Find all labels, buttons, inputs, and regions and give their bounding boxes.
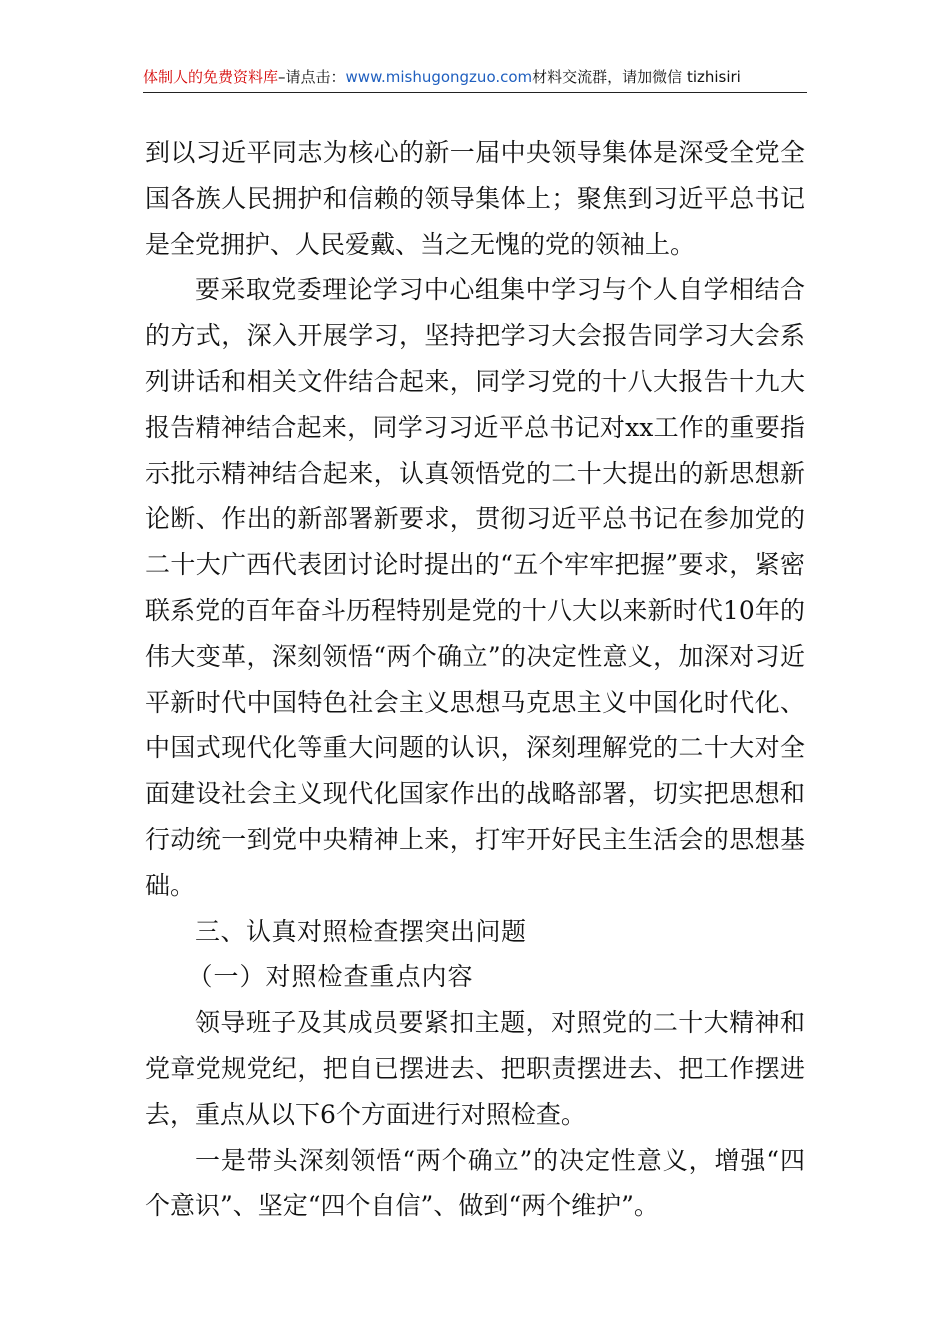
document-body: [145, 130, 805, 1229]
paragraph-item-one: 一是带头深刻领悟“两个确立”的决定性意义，增强“四个意识”、坚定“四个自信”、做到“两个维护”。: [145, 1145, 805, 1221]
paragraph-continuation: 到以习近平同志为核心的新一届中央领导集体是深受全党全国各族人民拥护和信赖的领导集体上；聚焦到习近平总书记是全党拥护、人民爱戴、当之无愧的党的领袖上。: [145, 138, 805, 259]
paragraph-review-scope: 领导班子及其成员要紧扣主题，对照党的二十大精神和党章党规党纪，把自已摆进去、把职责摆进去、把工作摆进去，重点从以下6个方面进行对照检查。: [145, 1008, 805, 1129]
header-link[interactable]: www.mishugongzuo.com: [345, 68, 533, 86]
header-brand: 体制人的免费资料库: [143, 68, 279, 86]
page-header: [143, 66, 807, 88]
section-heading: 三、认真对照检查摆突出问题: [195, 916, 527, 946]
header-divider: [143, 92, 807, 93]
paragraph-study-method: 要采取党委理论学习中心组集中学习与个人自学相结合的方式，深入开展学习，坚持把学习大会报告同学习大会系列讲话和相关文件结合起来，同学习党的十八大报告十九大报告精神结合起来，同学习习近平总书记对xx工作的重要指示批示精神结合起来，认真领悟党的二十大提出的新思想新论断、作出的新部署新要求，贯彻习近平总书记在参加党的二十大广西代表团讨论时提出的“五个牢牢把握”要求，紧密联系党的百年奋斗历程特别是党的十八大以来新时代10年的伟大变革，深刻领悟“两个确立”的决定性意义，加深对习近平新时代中国特色社会主义思想马克思主义中国化时代化、中国式现代化等重大问题的认识，深刻理解党的二十大对全面建设社会主义现代化国家作出的战略部署，切实把思想和行动统一到党中央精神上来，打牢开好民主生活会的思想基础。: [145, 275, 805, 900]
header-prompt: –请点击：: [278, 68, 346, 86]
header-contact: 材料交流群，请加微信 tizhisiri: [532, 68, 741, 86]
subsection-heading: （一）对照检查重点内容: [187, 962, 474, 992]
